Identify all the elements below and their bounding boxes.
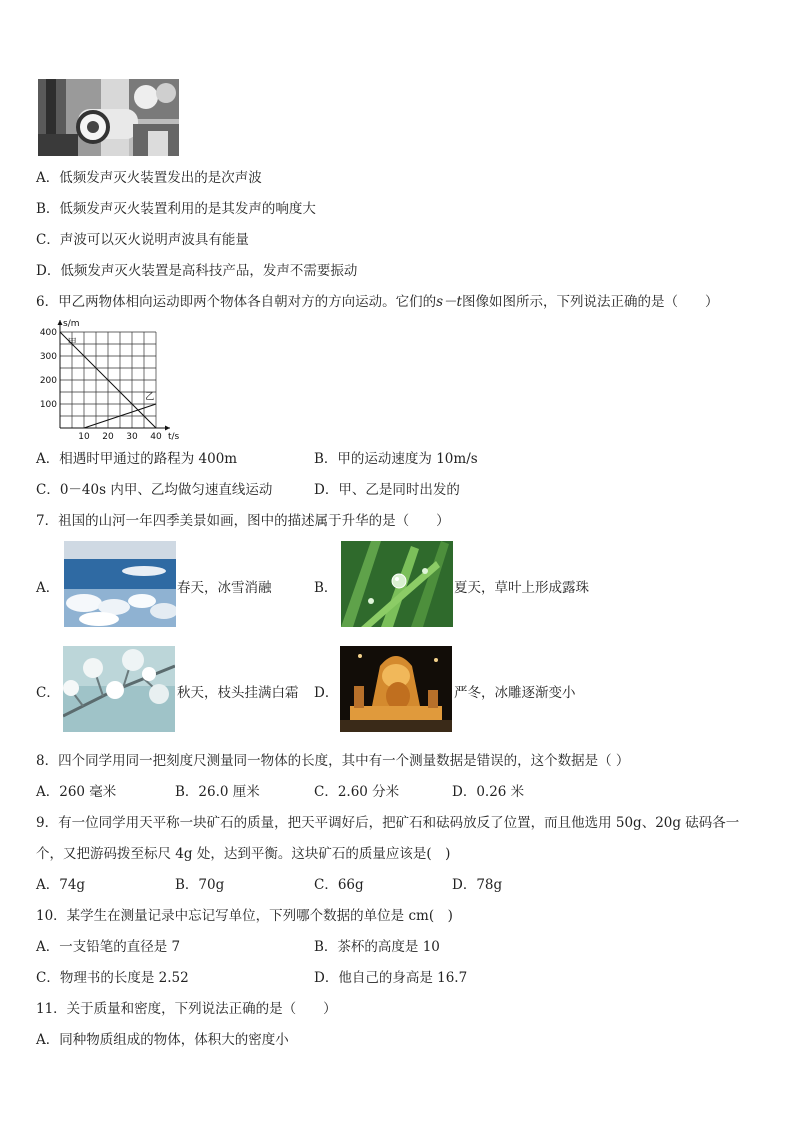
y-tick-label: 400 xyxy=(39,328,57,338)
x-tick-label: 30 xyxy=(126,432,138,440)
fire-extinguisher-photo xyxy=(38,79,179,156)
x-tick-label: 40 xyxy=(150,432,162,440)
q5-option-a: A．低频发声灭火装置发出的是次声波 xyxy=(36,170,262,186)
q6-option-b: B．甲的运动速度为 10m/s xyxy=(314,451,478,467)
q7-option-b-letter: B． xyxy=(314,580,338,596)
q6-stem-st-symbol: s－t xyxy=(436,294,462,310)
q9-option-d: D．78g xyxy=(452,877,503,893)
q7-option-d-letter: D． xyxy=(314,685,339,701)
series-label-2: 乙 xyxy=(145,392,155,403)
q9-stem-line2: 个，又把游码拨至标尺 4g 处，达到平衡。这块矿石的质量应该是( ) xyxy=(36,846,451,862)
q7-ice-sculpture-photo xyxy=(340,646,452,732)
q6-stem-prefix: 6．甲乙两物体相向运动即两个物体各自朝对方的方向运动。它们的 xyxy=(36,294,437,310)
q7-option-b-text: 夏天，草叶上形成露珠 xyxy=(454,580,589,596)
q7-option-a-text: 春天，冰雪消融 xyxy=(177,580,272,596)
q8-stem: 8．四个同学用同一把刻度尺测量同一物体的长度，其中有一个测量数据是错误的，这个数据是（ ） xyxy=(36,753,630,769)
q9-option-b: B．70g xyxy=(175,877,225,893)
y-tick-label: 300 xyxy=(39,352,57,362)
q7-option-c-text: 秋天，枝头挂满白霜 xyxy=(177,685,299,701)
q6-stem-suffix: 图像如图所示，下列说法正确的是（ ） xyxy=(461,294,719,310)
graph-axes xyxy=(58,320,171,431)
graph-labels xyxy=(40,319,180,440)
q11-option-a: A．同种物质组成的物体，体积大的密度小 xyxy=(36,1032,289,1048)
x-axis-label: t/s xyxy=(168,432,180,440)
q10-option-d: D．他自己的身高是 16.7 xyxy=(314,970,468,986)
y-axis-arrow xyxy=(58,320,63,325)
series-label-1: 甲 xyxy=(67,338,77,349)
q7-option-a-letter: A． xyxy=(36,580,60,596)
x-tick-label: 10 xyxy=(78,432,90,440)
q6-option-d: D．甲、乙是同时出发的 xyxy=(314,482,460,498)
q6-option-a: A．相遇时甲通过的路程为 400m xyxy=(36,451,238,467)
q11-stem: 11．关于质量和密度，下列说法正确的是（ ） xyxy=(36,1001,337,1017)
q7-dew-grass-photo xyxy=(341,541,453,627)
q10-option-a: A．一支铅笔的直径是 7 xyxy=(36,939,181,955)
q9-stem-line1: 9．有一位同学用天平称一块矿石的质量，把天平调好后，把矿石和砝码放反了位置，而且他选用 50g、20g 砝码各一 xyxy=(36,815,740,831)
q6-stem xyxy=(36,290,718,310)
q10-stem: 10．某学生在测量记录中忘记写单位，下列哪个数据的单位是 cm( ) xyxy=(36,908,453,924)
q7-option-d-text: 严冬，冰雕逐渐变小 xyxy=(454,685,576,701)
q9-option-c: C．66g xyxy=(314,877,364,893)
q9-option-a: A．74g xyxy=(36,877,86,893)
st-graph xyxy=(38,314,188,440)
q5-option-c: C．声波可以灭火说明声波具有能量 xyxy=(36,232,249,248)
q7-option-c-letter: C． xyxy=(36,685,60,701)
q5-option-b: B．低频发声灭火装置利用的是其发声的响度大 xyxy=(36,201,316,217)
q8-option-b: B．26.0 厘米 xyxy=(175,784,260,800)
q10-option-c: C．物理书的长度是 2.52 xyxy=(36,970,189,986)
y-tick-label: 200 xyxy=(39,376,57,386)
y-axis-label: s/m xyxy=(63,319,80,329)
q8-option-c: C．2.60 分米 xyxy=(314,784,400,800)
q7-frost-branch-photo xyxy=(63,646,175,732)
q8-option-d: D．0.26 米 xyxy=(452,784,525,800)
q10-option-b: B．茶杯的高度是 10 xyxy=(314,939,440,955)
x-axis-arrow xyxy=(165,426,170,431)
q7-ice-melting-photo xyxy=(64,541,176,627)
x-tick-label: 20 xyxy=(102,432,114,440)
q6-option-c: C．0－40s 内甲、乙均做匀速直线运动 xyxy=(36,482,273,498)
q8-option-a: A．260 毫米 xyxy=(36,784,117,800)
q5-option-d: D．低频发声灭火装置是高科技产品，发声不需要振动 xyxy=(36,263,358,279)
q7-stem: 7．祖国的山河一年四季美景如画，图中的描述属于升华的是（ ） xyxy=(36,513,450,529)
y-tick-label: 100 xyxy=(39,400,57,410)
